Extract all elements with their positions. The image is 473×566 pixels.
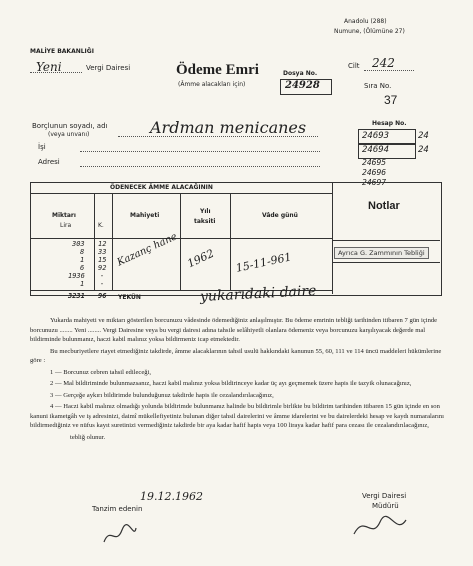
hesap-suffix: 24 (418, 131, 429, 141)
amount-kurus: - (100, 280, 105, 288)
table-header: ÖDENECEK ÂMME ALACAĞININ (110, 184, 213, 191)
amount-lira: 6 (80, 264, 85, 272)
mahiyeti-value: Kazanç hane (115, 231, 179, 269)
notlar-divider (332, 182, 333, 294)
notlar-rule (332, 240, 440, 241)
notlar-rule (332, 262, 440, 263)
amount-lira: 8 (80, 248, 85, 256)
signature-left (100, 522, 140, 548)
tanzim-label: Tanzim edenin (92, 505, 143, 513)
cilt-label: Cilt (348, 62, 360, 70)
col-taksiti: taksiti (194, 218, 216, 225)
amount-kurus: 92 (98, 264, 107, 272)
yil-value: 1962 (185, 246, 217, 271)
col-miktari: Miktarı (52, 212, 76, 219)
body-paragraph-2: Bu mecburiyetlere riayet etmediğiniz takdirde, âmme alacaklarının tahsil usulü hakkındaki kanunun 55, 60, 111 ve 114 üncü maddeleri hükümlerine göre : (30, 347, 442, 364)
amount-lira: 1 (80, 256, 85, 264)
office-handwritten: Yeni (36, 60, 62, 74)
office-suffix-label: Vergi Dairesi (86, 64, 131, 72)
cilt-underline (364, 70, 414, 71)
amount-kurus: 33 (98, 248, 107, 256)
order-date: 19.12.1962 (140, 490, 203, 503)
table-header-rule (30, 193, 332, 194)
body-item-2: 2 — Mal bildiriminde bulunmazsanız, haczi kabil malınız yoksa bildirinceye kadar üç ayı geçmemek üzere hapis ile tazyik olunacağınız, (50, 380, 412, 387)
col-mahiyeti: Mahiyeti (130, 212, 160, 219)
cilt-value: 242 (372, 56, 395, 70)
signature-right (350, 512, 410, 542)
col-yil: Yılı (200, 208, 211, 215)
ministry-label: MALİYE BAKANLIĞI (30, 48, 94, 55)
yekun-label: YEKÜN (118, 294, 141, 301)
isi-underline (80, 151, 320, 152)
amount-lira: 1936 (68, 272, 85, 280)
zam-stamp: Ayrıca G. Zammının Tebliği (334, 247, 429, 259)
document-subtitle: (Âmme alacakları için) (178, 81, 246, 88)
col-divider (94, 193, 95, 290)
body-item-4: 4 — Haczi kabil malınız olmadığı yolunda bildirimde bulunmanız halinde bu bildirimle birlikte bu bildirim tarihinden itibaren 15 gün içinde en son kanuni ikametgâh ve iş adresinizi, daimî mükellefiyetiniz bulunan diğer tahsil dairelerini ve âmme idarelerini ve bu dairelerdeki hesap ve kaydı numaralarını bildirmediğiniz ve nüfus kayıt suretinizi vermediğiniz takdirde bir aya kadar hafif hapis veya 100 liraya kadar hafif para cezası ile cezalandırılacağınız, (30, 403, 444, 429)
sira-label: Sıra No. (364, 82, 392, 90)
handwritten-note: yukarıdaki daire (199, 282, 317, 306)
hesap-number: 24695 (362, 158, 387, 167)
sira-value: 37 (384, 93, 398, 107)
document-title: Ödeme Emri (176, 62, 259, 78)
amount-kurus: - (100, 272, 105, 280)
amount-total: 3231 (68, 292, 85, 300)
adresi-underline (80, 166, 320, 167)
body-item-1: 1 — Borcunuz cebren tahsil edileceği, (50, 368, 152, 376)
model-label: Anadolu (288) (344, 18, 387, 25)
body-paragraph-1: Yukarda mahiyeti ve miktarı gösterilen borcunuzu vâdesinde ödemediğiniz anlaşılmıştır. Bu ödeme emrinin tebliği tarihinden itibaren 7 gün içinde borcunuzu ........ Yeni ........ Vergi Dairesine veya bu vergi dairesi adına tahsile selâhiyetli olanlara ödemeniz veya borcunuzu karşılıyacak değerde mal bildirminde bulunmanız, haczi kabil malınız yoksa bildirmeniz icap etmektedir. (30, 317, 438, 343)
amount-kurus: 12 (98, 240, 107, 248)
hesap-number: 24693 (362, 131, 390, 141)
unvan-label: (veya unvanı) (48, 131, 90, 138)
body-text (30, 316, 444, 444)
hesap-label: Hesap No. (372, 120, 407, 127)
dosya-value: 24928 (285, 80, 320, 91)
dosya-label: Dosya No. (283, 70, 318, 77)
col-lira: Lira (60, 222, 72, 229)
col-divider (180, 193, 181, 290)
hesap-suffix: 24 (418, 145, 429, 155)
col-divider (230, 193, 231, 290)
isi-label: İşi (38, 143, 46, 151)
hesap-number: 24697 (362, 178, 387, 187)
amount-kurus-total: 96 (98, 292, 107, 300)
hesap-number: 24694 (362, 145, 390, 155)
hesap-number: 24696 (362, 168, 387, 177)
amount-lira: 303 (72, 240, 85, 248)
col-k: K. (98, 222, 104, 229)
numune-label: Numune, (Ölümüne 27) (334, 28, 405, 35)
borclu-value: Ardman menicanes (150, 118, 307, 137)
vade-value: 15-11-961 (234, 250, 293, 275)
office-underline (30, 72, 82, 73)
amount-lira: 1 (80, 280, 85, 288)
col-divider (112, 193, 113, 290)
adresi-label: Adresi (38, 158, 60, 166)
body-item-3: 3 — Gerçeğe aykırı bildirimde bulunduğunuz takdirde hapis ile cezalandırılacağınız, (50, 391, 274, 399)
vergi-dairesi-label: Vergi Dairesi (362, 492, 407, 500)
col-vade: Vâde günü (262, 212, 298, 219)
mudur-label: Müdürü (372, 502, 399, 510)
body-closing: tebliğ olunur. (70, 433, 106, 441)
borclu-label: Borçlunun soyadı, adı (32, 122, 108, 130)
notlar-label: Notlar (368, 200, 400, 212)
amount-kurus: 15 (98, 256, 107, 264)
table-col-header-rule (30, 238, 332, 239)
